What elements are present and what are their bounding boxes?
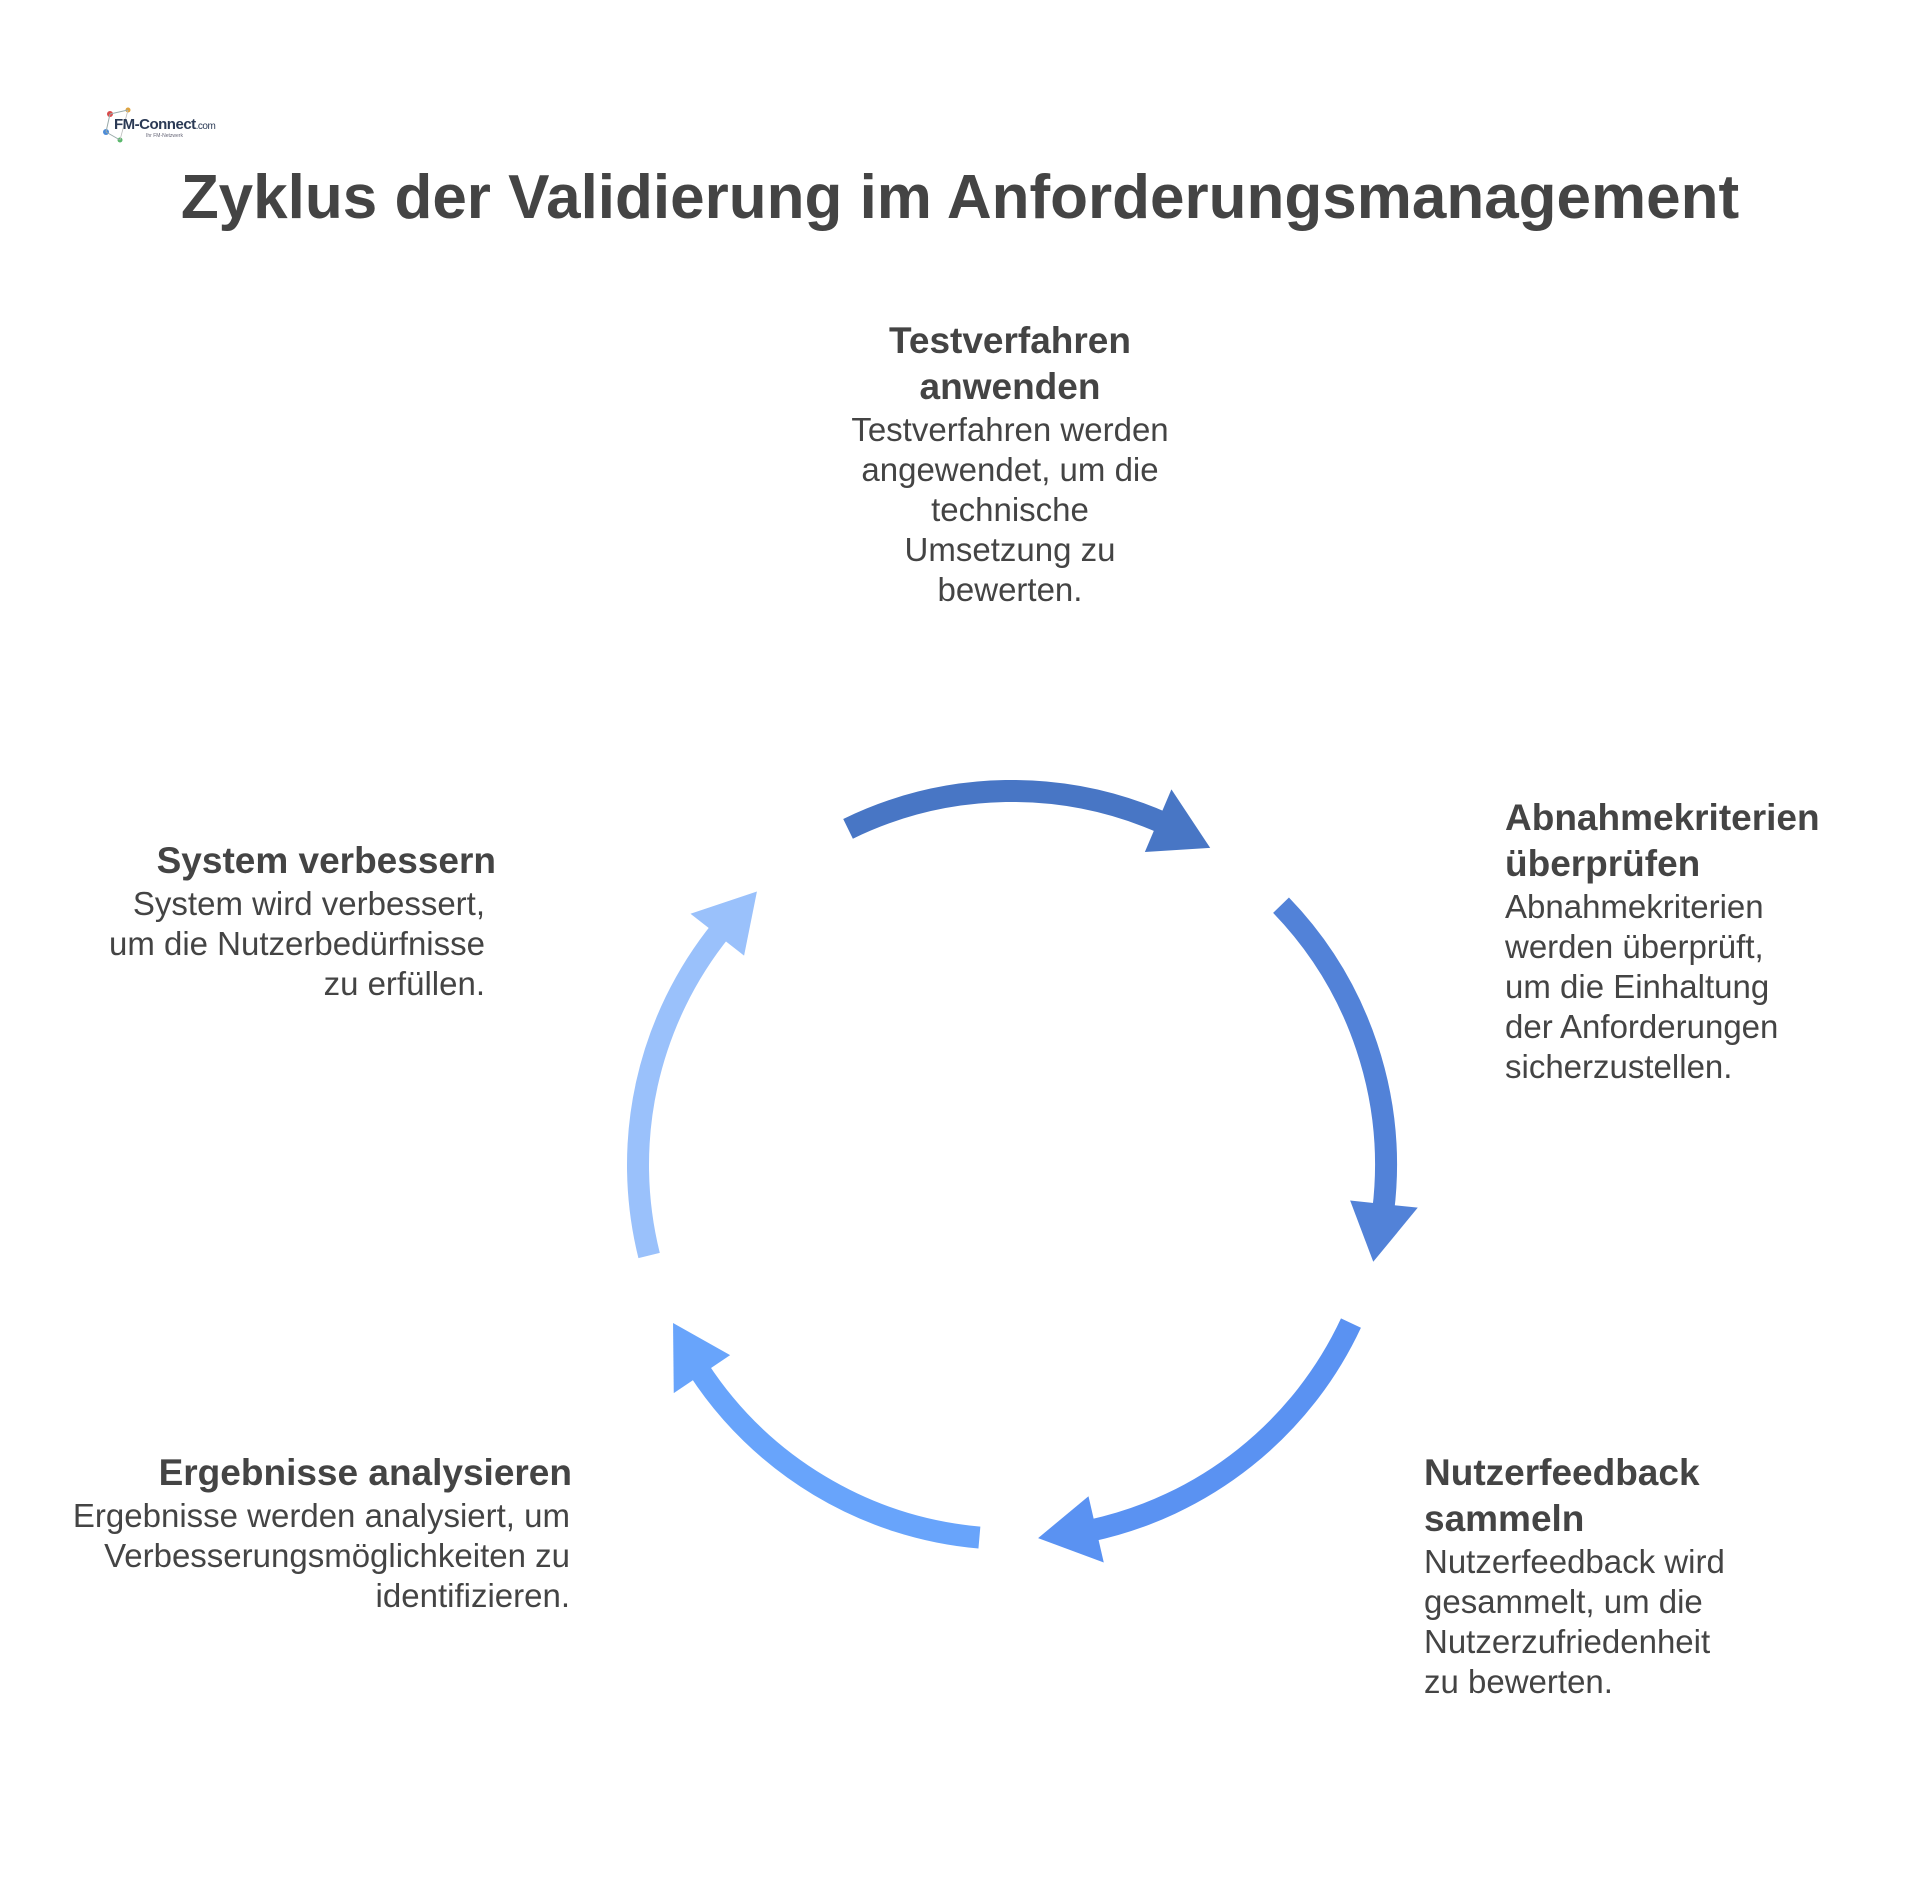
step-title: Testverfahren anwenden	[889, 320, 1131, 407]
arrow-ergebnisse-to-system	[673, 1323, 979, 1538]
arrow-testverfahren-to-abnahme	[848, 789, 1210, 852]
step-system	[100, 838, 496, 1004]
arrow-shaft	[1281, 905, 1386, 1210]
logo-tagline: Ihr FM-Netzwerk	[146, 133, 183, 139]
arrow-head	[1038, 1496, 1104, 1562]
arrow-abnahme-to-feedback	[1281, 905, 1418, 1262]
step-title: System verbessern	[156, 840, 496, 881]
step-title: Nutzerfeedback sammeln	[1424, 1452, 1700, 1539]
arrow-system-to-testverfahren	[638, 891, 757, 1255]
step-title: Abnahmekriterien überprüfen	[1505, 797, 1820, 884]
step-description: Nutzerfeedback wird gesammelt, um die Nutzerzufriedenheit zu bewerten.	[1424, 1543, 1725, 1700]
step-description: Ergebnisse werden analysiert, um Verbesserungsmöglichkeiten zu identifizieren.	[72, 1497, 570, 1614]
logo-text: FM-Connect.com	[114, 116, 216, 133]
arrow-shaft	[848, 791, 1164, 829]
step-nutzerfeedback	[1424, 1450, 1764, 1702]
arrow-feedback-to-ergebnisse	[1038, 1323, 1351, 1562]
step-abnahmekriterien	[1505, 795, 1875, 1087]
arrow-shaft	[638, 930, 721, 1256]
step-testverfahren	[840, 318, 1180, 610]
arrow-head	[1350, 1201, 1418, 1262]
step-description: System wird verbessert, um die Nutzerbedürfnisse zu erfüllen.	[108, 885, 485, 1002]
step-description: Testverfahren werden angewendet, um die technische Umsetzung zu bewerten.	[851, 411, 1169, 608]
arrow-shaft	[698, 1369, 979, 1538]
step-description: Abnahmekriterien werden überprüft, um die Einhaltung der Anforderungen sicherzustellen.	[1505, 888, 1779, 1085]
step-title: Ergebnisse analysieren	[158, 1452, 572, 1493]
diagram-title: Zyklus der Validierung im Anforderungsmanagement	[180, 163, 1740, 232]
step-ergebnisse	[70, 1450, 572, 1616]
arrow-shaft	[1090, 1323, 1351, 1531]
